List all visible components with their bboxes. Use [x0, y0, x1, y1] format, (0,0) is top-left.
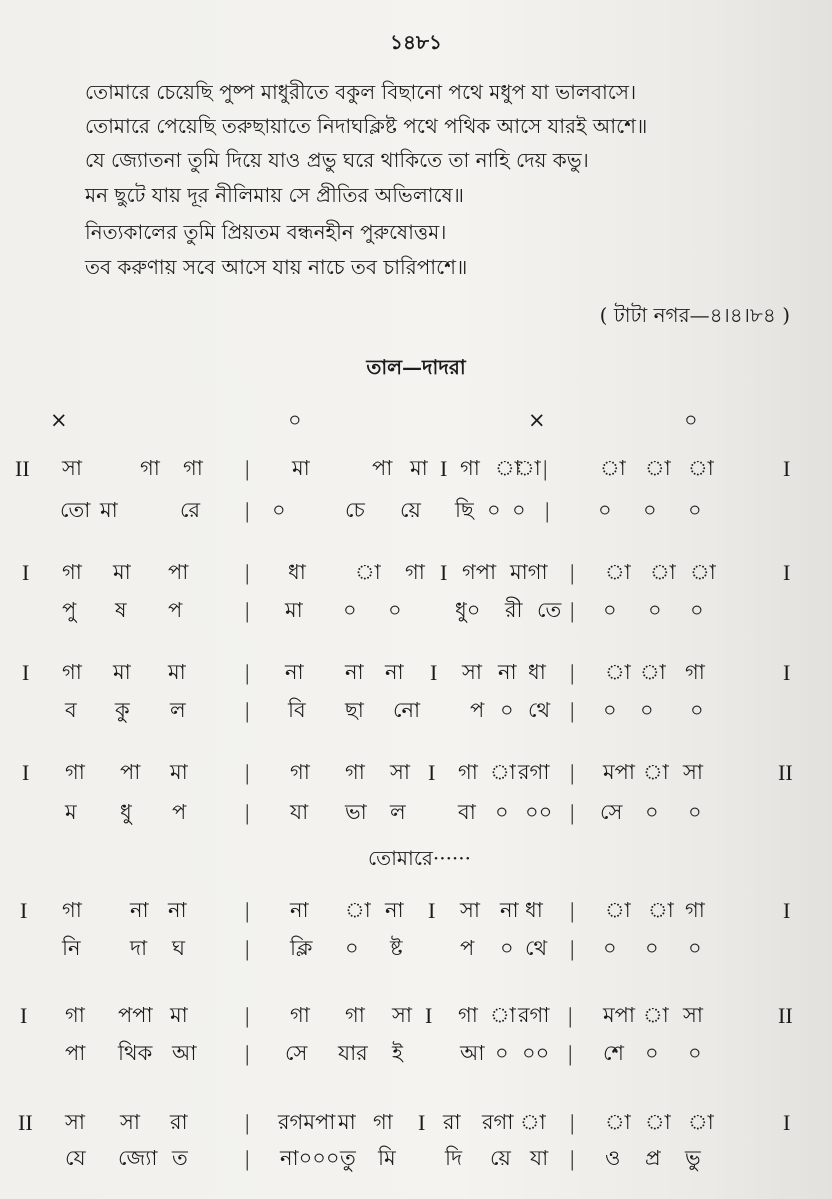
lyric-line: মন ছুটে যায় দূর নীলিমায় সে প্রীতির অভিলাষে॥: [85, 183, 464, 207]
bani-syllable: তো: [60, 498, 91, 522]
bani-syllable: ভু: [685, 1146, 701, 1170]
bani-syllable: প: [168, 598, 183, 622]
bar-line: II: [778, 1003, 793, 1028]
bani-syllable: ০: [640, 698, 654, 722]
lyric-line: যে জ্যোতনা তুমি দিয়ে যাও প্রভু ঘরে থাকিতে তা নাহি দেয় কভু।: [85, 148, 589, 172]
swara-note: পা: [168, 560, 189, 584]
bani-syllable: যা: [290, 800, 309, 824]
bani-syllable: ব: [65, 698, 77, 722]
bani-syllable: আ: [460, 1041, 485, 1065]
swara-note: গা: [460, 456, 480, 480]
bar-line: |: [245, 898, 250, 923]
bani-syllable: ০: [690, 698, 704, 722]
bani-syllable: ভা: [345, 800, 367, 824]
swara-note: মা: [410, 456, 428, 480]
bani-syllable: ০: [345, 936, 359, 960]
bani-syllable: শে: [603, 1041, 624, 1065]
bani-syllable: ০: [500, 698, 514, 722]
bar-line: |: [245, 660, 250, 685]
swara-note: া: [605, 898, 631, 922]
swara-note: া: [520, 1110, 546, 1134]
bani-syllable: ল: [170, 698, 186, 722]
bani-syllable: প: [172, 800, 187, 824]
swara-note: না: [168, 898, 187, 922]
bar-line: |: [245, 800, 250, 825]
bani-syllable: ০: [645, 1041, 659, 1065]
bar-line: |: [245, 936, 250, 961]
bani-syllable: ছি: [455, 498, 474, 522]
bani-syllable: ০: [500, 936, 514, 960]
bani-syllable: ত: [172, 1146, 188, 1170]
lyric-line: তব করুণায় সবে আসে যায় নাচে তব চারিপাশে॥: [85, 255, 468, 279]
swara-note: রগা: [482, 1110, 514, 1134]
bar-line: |: [570, 760, 575, 785]
swara-note: মা: [338, 1110, 356, 1134]
swara-note: গপা: [462, 560, 497, 584]
swara-note: গা: [290, 1003, 310, 1027]
bani-syllable: বি: [288, 698, 306, 722]
swara-note: া: [490, 1003, 516, 1027]
swara-note: গা: [345, 1003, 365, 1027]
swara-note: গা: [65, 760, 85, 784]
swara-note: া: [495, 456, 521, 480]
bar-line: |: [570, 598, 575, 623]
bani-syllable: না০০০: [280, 1146, 340, 1170]
bar-line: I: [428, 760, 436, 785]
bani-syllable: ষ্ট: [390, 936, 403, 960]
swara-note: গা: [458, 760, 478, 784]
bar-line: |: [245, 1003, 250, 1028]
beat-marker-sam: ×: [50, 408, 68, 432]
swara-note: গা: [62, 660, 82, 684]
bani-syllable: মা: [285, 598, 303, 622]
bar-line: |: [245, 1041, 250, 1066]
bani-syllable: তে: [537, 598, 562, 622]
bar-line: |: [245, 560, 250, 585]
bar-line: |: [545, 498, 550, 523]
bar-line: I: [22, 660, 30, 685]
bar-line: I: [22, 560, 30, 585]
bani-syllable: সে: [600, 800, 623, 824]
bar-line: |: [570, 936, 575, 961]
beat-marker-sam: ×: [528, 408, 546, 432]
bar-line: I: [783, 456, 791, 481]
bani-syllable: ০: [643, 498, 657, 522]
bani-syllable: ধু: [120, 800, 132, 824]
swara-note: মা: [170, 1003, 188, 1027]
swara-note: সা: [683, 760, 703, 784]
bani-syllable: ০: [688, 498, 702, 522]
bani-syllable: ঘ: [172, 936, 185, 960]
swara-note: মা: [292, 456, 310, 480]
swara-note: না: [385, 898, 404, 922]
bar-line: I: [783, 660, 791, 685]
swara-note: া: [645, 456, 671, 480]
bani-syllable: ০: [598, 498, 612, 522]
swara-note: মা: [168, 660, 186, 684]
bar-line: |: [570, 660, 575, 685]
swara-note: মপা: [603, 760, 636, 784]
bani-syllable: ০০: [525, 800, 553, 824]
bar-line: |: [245, 1146, 250, 1171]
swara-note: া: [600, 456, 626, 480]
bar-line: |: [245, 1110, 250, 1135]
beat-marker-khali: ০: [288, 408, 302, 432]
bani-syllable: ষ: [115, 598, 127, 622]
bani-syllable: য়ে: [400, 498, 421, 522]
bar-line: I: [425, 1003, 433, 1028]
bar-line: |: [568, 1041, 573, 1066]
swara-note: পা: [120, 760, 141, 784]
swara-note: মা: [113, 660, 131, 684]
swara-note: া: [515, 456, 541, 480]
bar-line: |: [570, 898, 575, 923]
bar-line: |: [543, 456, 548, 481]
bani-syllable: ০: [688, 936, 702, 960]
bani-syllable: ০: [495, 800, 509, 824]
bani-syllable: নো: [393, 698, 421, 722]
bani-syllable: জ্যো: [118, 1146, 158, 1170]
bani-syllable: ০: [648, 598, 662, 622]
swara-note: গা: [65, 1003, 85, 1027]
bani-syllable: ক্লি: [290, 936, 313, 960]
bani-syllable: ০: [690, 598, 704, 622]
swara-note: সা: [120, 1110, 140, 1134]
swara-note: মা: [113, 560, 131, 584]
bani-syllable: ধু০: [455, 598, 481, 622]
swara-note: রগমপা: [278, 1110, 336, 1134]
bani-syllable: প: [470, 698, 485, 722]
bani-syllable: আ: [172, 1041, 197, 1065]
bani-syllable: চে: [345, 498, 365, 522]
bar-line: |: [570, 698, 575, 723]
bar-line: |: [570, 1146, 575, 1171]
swara-note: া: [690, 560, 716, 584]
swara-note: পা: [372, 456, 393, 480]
bani-syllable: ০: [272, 498, 286, 522]
beat-marker-khali: ০: [684, 408, 698, 432]
swara-note: গা: [373, 1110, 393, 1134]
bani-syllable: দি: [445, 1146, 463, 1170]
swara-note: না: [498, 660, 517, 684]
swara-note: রগা: [518, 1003, 550, 1027]
bani-syllable: যার: [338, 1041, 368, 1065]
bar-line: I: [22, 760, 30, 785]
bani-syllable: ম: [65, 800, 77, 824]
bar-line: I: [440, 456, 448, 481]
swara-note: না: [385, 660, 404, 684]
swara-note: না: [500, 898, 519, 922]
bani-syllable: পা: [65, 1041, 86, 1065]
swara-note: া: [648, 898, 674, 922]
swara-note: া: [605, 660, 631, 684]
bar-line: I: [430, 660, 438, 685]
bar-line: I: [428, 898, 436, 923]
swara-note: গা: [685, 898, 705, 922]
swara-note: সা: [683, 1003, 703, 1027]
bar-line: |: [570, 800, 575, 825]
swara-note: সা: [62, 456, 82, 480]
bani-syllable: ও: [605, 1146, 621, 1170]
lyric-line: তোমারে চেয়েছি পুষ্প মাধুরীতে বকুল বিছানো পথে মধুপ যা ভালবাসে।: [85, 80, 637, 104]
swara-note: গা: [290, 760, 310, 784]
bar-line: |: [245, 456, 250, 481]
bar-line: |: [570, 1110, 575, 1135]
swara-note: ধা: [528, 660, 546, 684]
tala-heading: তাল—দাদরা: [366, 355, 466, 379]
swara-note: া: [650, 560, 676, 584]
bani-syllable: রী: [505, 598, 523, 622]
bani-syllable: ০: [645, 936, 659, 960]
swara-note: রগা: [518, 760, 550, 784]
bani-syllable: কু: [115, 698, 130, 722]
swara-note: সা: [392, 1003, 412, 1027]
bani-syllable: নি: [62, 936, 81, 960]
swara-note: সা: [460, 898, 480, 922]
bar-line: |: [568, 1003, 573, 1028]
bani-syllable: মা: [100, 498, 118, 522]
swara-note: পপা: [118, 1003, 153, 1027]
swara-note: সা: [390, 760, 410, 784]
swara-note: গা: [62, 560, 82, 584]
lyric-line: তোমারে পেয়েছি তরুছায়াতে নিদাঘক্লিষ্ট পথে পথিক আসে যারই আশে॥: [85, 114, 648, 138]
bar-line: I: [783, 560, 791, 585]
bani-syllable: থিক: [118, 1041, 153, 1065]
swara-note: গা: [62, 898, 82, 922]
bani-syllable: ০: [343, 598, 357, 622]
bani-syllable: তু: [340, 1146, 356, 1170]
bani-syllable: সে: [285, 1041, 308, 1065]
bani-syllable: ০: [388, 598, 402, 622]
swara-note: সা: [65, 1110, 85, 1134]
swara-note: না: [290, 898, 309, 922]
swara-note: সা: [462, 660, 482, 684]
swara-note: না: [130, 898, 149, 922]
swara-note: গা: [405, 560, 425, 584]
bani-syllable: ০: [603, 698, 617, 722]
bani-syllable: প: [460, 936, 475, 960]
bani-syllable: ০: [688, 800, 702, 824]
bar-line: I: [418, 1110, 426, 1135]
bani-syllable: বা: [458, 800, 476, 824]
swara-note: গা: [183, 456, 203, 480]
swara-note: া: [605, 560, 631, 584]
swara-note: মাগা: [510, 560, 548, 584]
bar-line: |: [245, 598, 250, 623]
bar-line: |: [245, 698, 250, 723]
swara-note: মা: [170, 760, 188, 784]
bani-syllable: ০: [512, 498, 526, 522]
bani-syllable: ০: [603, 936, 617, 960]
swara-note: ধা: [288, 560, 306, 584]
swara-note: া: [643, 760, 669, 784]
bani-syllable: ০০: [522, 1041, 550, 1065]
swara-note: া: [345, 898, 371, 922]
bar-line: I: [783, 1110, 791, 1135]
swara-note: ধা: [525, 898, 543, 922]
bani-syllable: রে: [180, 498, 201, 522]
page-number: ১৪৮১: [390, 30, 442, 54]
swara-note: গা: [458, 1003, 478, 1027]
bar-line: |: [245, 498, 250, 523]
bani-syllable: ০: [487, 498, 501, 522]
swara-note: মপা: [603, 1003, 636, 1027]
bani-syllable: ০: [603, 598, 617, 622]
bani-syllable: ছা: [345, 698, 364, 722]
bani-syllable: ০: [645, 800, 659, 824]
bani-syllable: প্র: [645, 1146, 661, 1170]
bani-syllable: ই: [392, 1041, 403, 1065]
swara-note: া: [643, 1003, 669, 1027]
bar-line: I: [20, 898, 28, 923]
swara-note: া: [355, 560, 381, 584]
bani-syllable: পু: [62, 598, 77, 622]
swara-note: না: [345, 660, 364, 684]
swara-note: া: [605, 1110, 631, 1134]
swara-note: া: [688, 456, 714, 480]
bar-line: I: [20, 1003, 28, 1028]
bar-line: II: [18, 1110, 33, 1135]
swara-note: গা: [345, 760, 365, 784]
bani-syllable: যে: [65, 1146, 86, 1170]
swara-note: রা: [170, 1110, 188, 1134]
bani-syllable: ল: [390, 800, 406, 824]
swara-note: রা: [443, 1110, 461, 1134]
swara-note: া: [645, 1110, 671, 1134]
bani-syllable: যা: [530, 1146, 549, 1170]
lyric-line: নিত্যকালের তুমি প্রিয়তম বন্ধনহীন পুরুষোত্তম।: [85, 220, 447, 244]
bar-line: II: [15, 456, 30, 481]
bar-line: II: [778, 760, 793, 785]
bar-line: |: [245, 760, 250, 785]
bani-syllable: মি: [378, 1146, 396, 1170]
swara-note: া: [640, 660, 666, 684]
bani-syllable: ০: [688, 1041, 702, 1065]
refrain-marker: তোমারে······: [368, 846, 472, 870]
bar-line: I: [440, 560, 448, 585]
swara-note: না: [285, 660, 304, 684]
bani-syllable: য়ে: [490, 1146, 511, 1170]
swara-note: া: [490, 760, 516, 784]
bani-syllable: থে: [525, 936, 548, 960]
swara-note: া: [688, 1110, 714, 1134]
bani-syllable: ০: [495, 1041, 509, 1065]
place-date-note: ( টাটা নগর—৪।৪।৮৪ ): [599, 303, 790, 327]
bani-syllable: থে: [528, 698, 551, 722]
swara-note: গা: [685, 660, 705, 684]
swara-note: গা: [140, 456, 160, 480]
bar-line: |: [570, 560, 575, 585]
bar-line: I: [783, 898, 791, 923]
bani-syllable: দা: [130, 936, 148, 960]
